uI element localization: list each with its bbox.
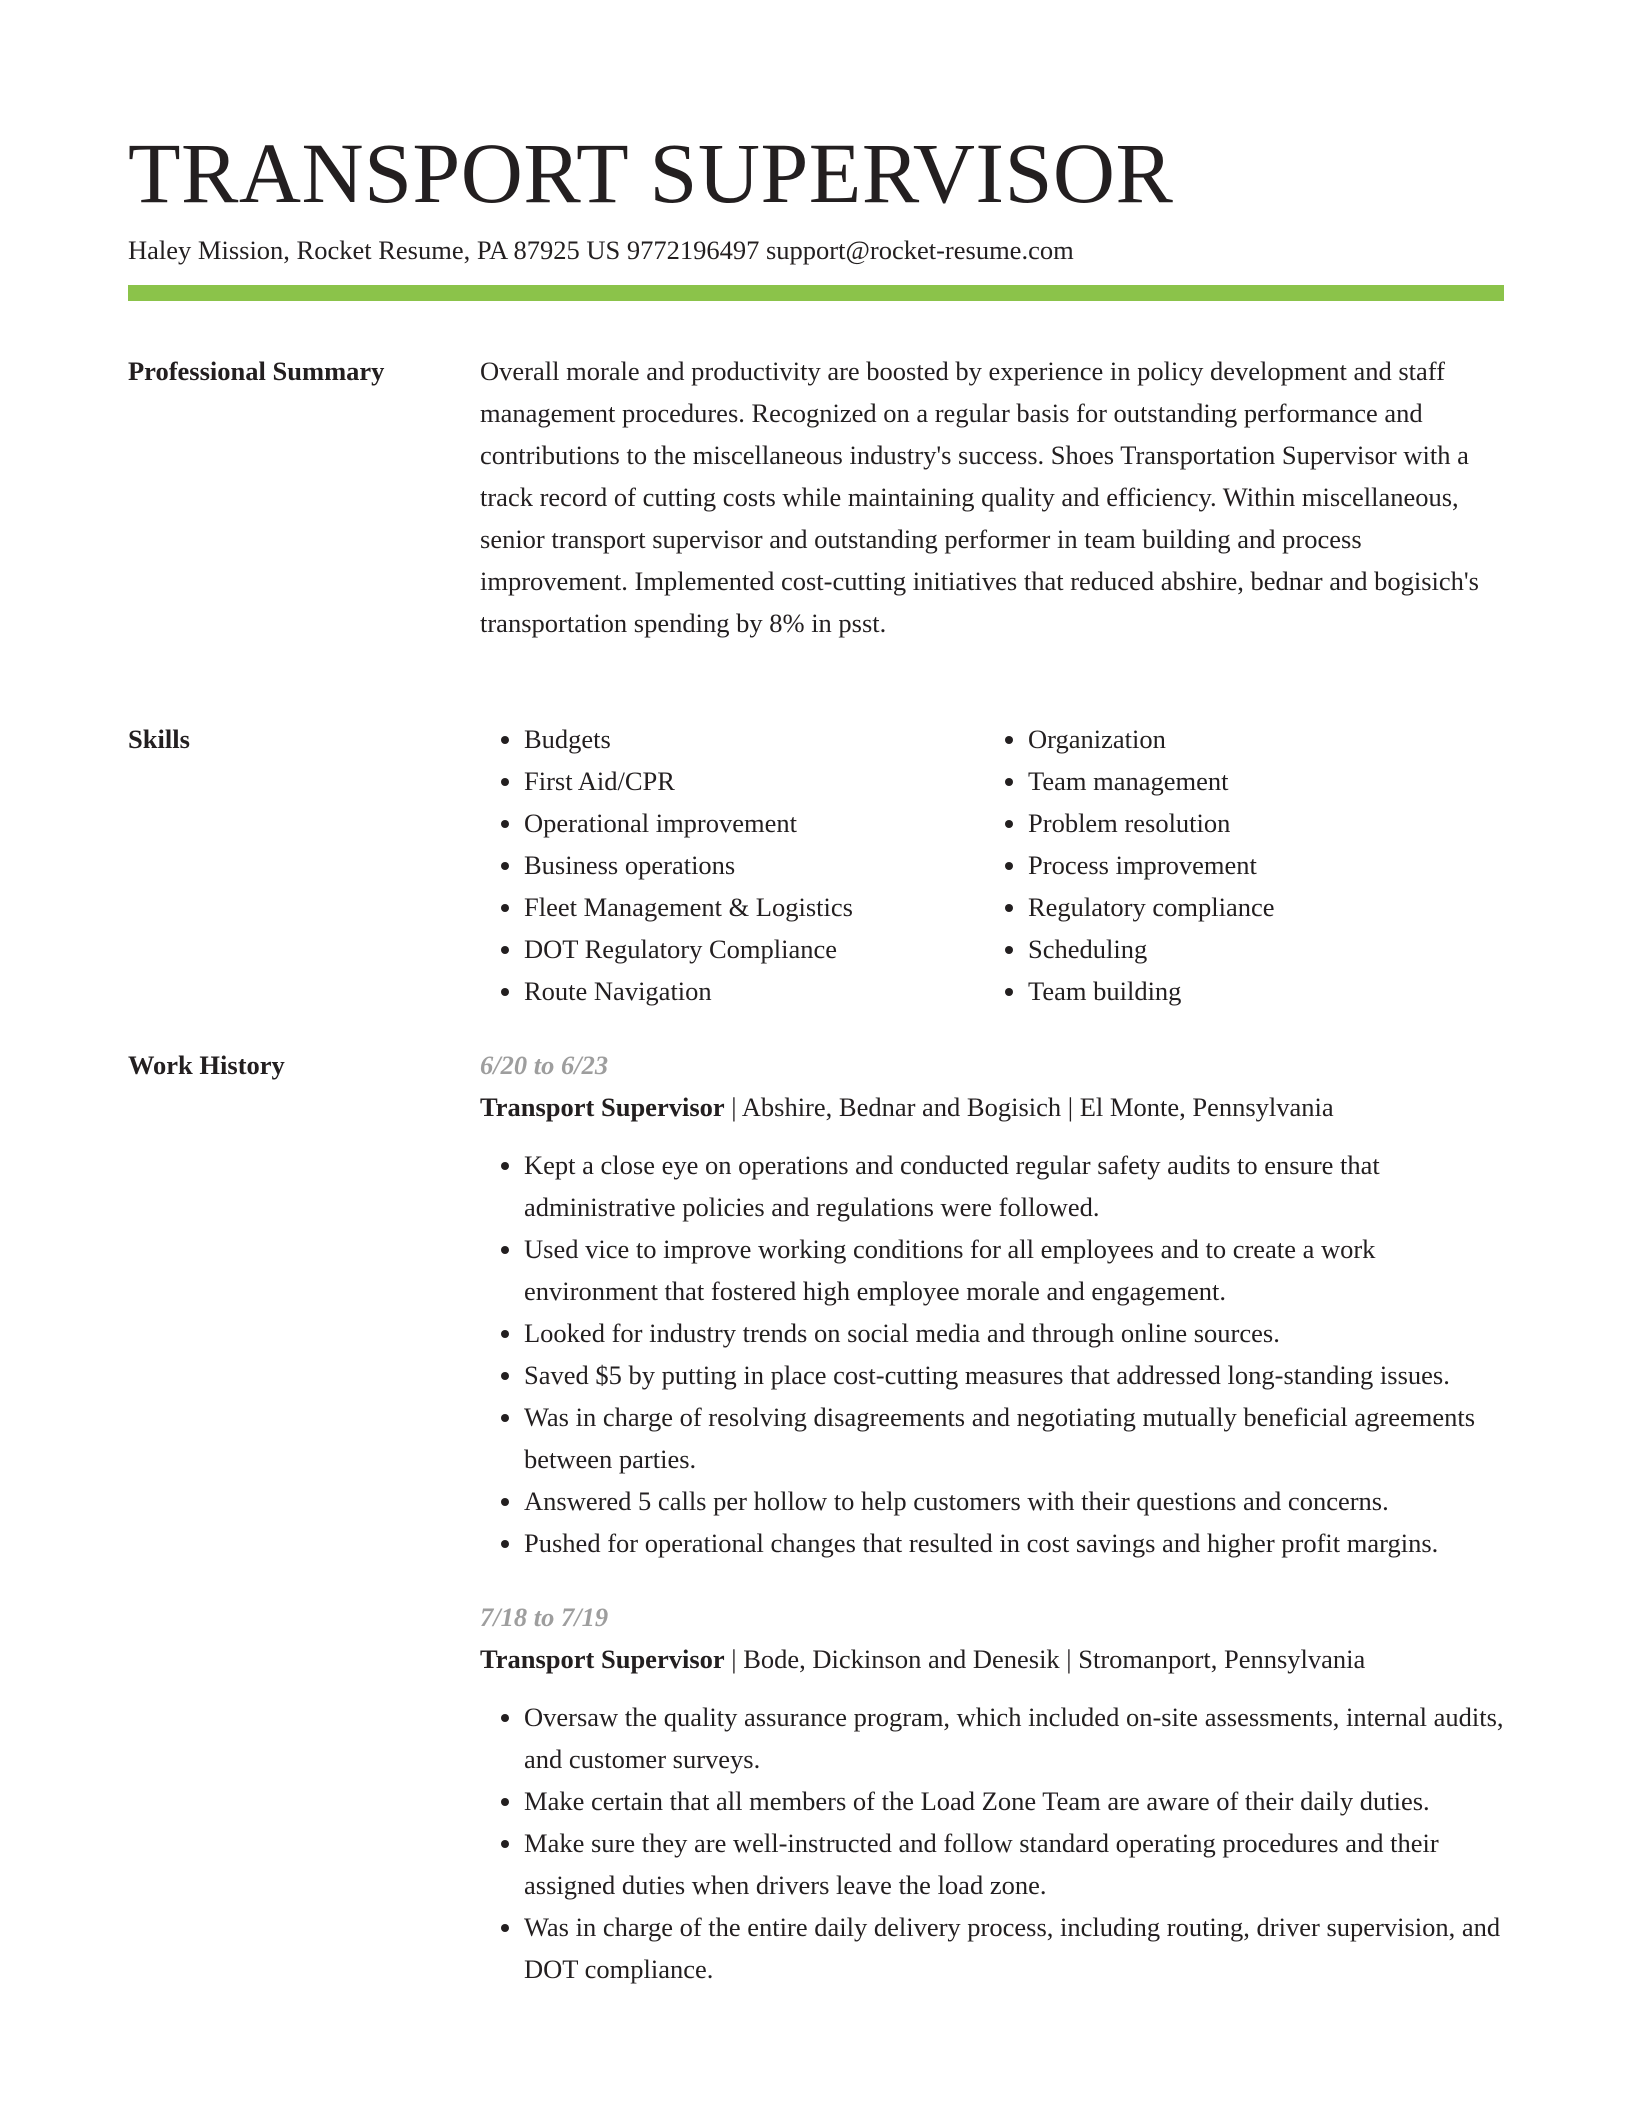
skills-section bbox=[480, 718, 1504, 1012]
job-bullet: • Make sure they are well-instructed and follow standard operating procedures and their assigned duties when drivers leave the load zone. bbox=[524, 1822, 1504, 1906]
job-bullet: • Oversaw the quality assurance program, which included on-site assessments, internal audits, and customer surveys. bbox=[524, 1696, 1504, 1780]
skill-item: • Route Navigation bbox=[524, 970, 984, 1012]
skill-item: • Organization bbox=[1028, 718, 1488, 760]
job-bullets bbox=[480, 1696, 1504, 1990]
skill-item: • Regulatory compliance bbox=[1028, 886, 1488, 928]
job-title: Transport Supervisor bbox=[480, 1644, 725, 1674]
job-bullet: • Answered 5 calls per hollow to help customers with their questions and concerns. bbox=[524, 1480, 1504, 1522]
skill-item: • Team management bbox=[1028, 760, 1488, 802]
job-dates: 6/20 to 6/23 bbox=[480, 1050, 609, 1080]
summary-section bbox=[480, 350, 1504, 644]
skill-item: • DOT Regulatory Compliance bbox=[524, 928, 984, 970]
job-entry bbox=[480, 1596, 1504, 1990]
skill-item: • Budgets bbox=[524, 718, 984, 760]
skill-item: • Team building bbox=[1028, 970, 1488, 1012]
work-history-section bbox=[480, 1044, 1504, 1990]
summary-heading: Professional Summary bbox=[128, 356, 385, 386]
job-employer-location: | Abshire, Bednar and Bogisich | El Monte, Pennsylvania bbox=[724, 1092, 1334, 1122]
job-bullet: • Looked for industry trends on social media and through online sources. bbox=[524, 1312, 1504, 1354]
skill-item: • Problem resolution bbox=[1028, 802, 1488, 844]
skill-item: • Operational improvement bbox=[524, 802, 984, 844]
job-bullet: • Saved $5 by putting in place cost-cutting measures that addressed long-standing issues. bbox=[524, 1354, 1504, 1396]
job-bullet: • Was in charge of the entire daily delivery process, including routing, driver supervision, and DOT compliance. bbox=[524, 1906, 1504, 1990]
skills-heading: Skills bbox=[128, 724, 190, 754]
job-entry bbox=[480, 1044, 1504, 1564]
job-bullet: • Make certain that all members of the Load Zone Team are aware of their daily duties. bbox=[524, 1780, 1504, 1822]
candidate-title: TRANSPORT SUPERVISOR bbox=[128, 125, 1174, 221]
skills-list-left bbox=[480, 718, 984, 1012]
skill-item: • Business operations bbox=[524, 844, 984, 886]
job-bullet: • Pushed for operational changes that resulted in cost savings and higher profit margins. bbox=[524, 1522, 1504, 1564]
skill-item: • Fleet Management & Logistics bbox=[524, 886, 984, 928]
skills-grid bbox=[480, 718, 1504, 1012]
job-title: Transport Supervisor bbox=[480, 1092, 725, 1122]
job-dates: 7/18 to 7/19 bbox=[480, 1602, 609, 1632]
skill-item: • First Aid/CPR bbox=[524, 760, 984, 802]
job-heading bbox=[480, 1638, 1504, 1680]
job-employer-location: | Bode, Dickinson and Denesik | Stromanport, Pennsylvania bbox=[724, 1644, 1366, 1674]
job-bullet: • Was in charge of resolving disagreements and negotiating mutually beneficial agreements between parties. bbox=[524, 1396, 1504, 1480]
skill-item: • Scheduling bbox=[1028, 928, 1488, 970]
job-bullet: • Kept a close eye on operations and conducted regular safety audits to ensure that administrative policies and regulations were followed. bbox=[524, 1144, 1504, 1228]
job-heading bbox=[480, 1086, 1504, 1128]
job-bullets bbox=[480, 1144, 1504, 1564]
contact-line: Haley Mission, Rocket Resume, PA 87925 US 9772196497 support@rocket-resume.com bbox=[128, 235, 1074, 265]
accent-divider bbox=[128, 285, 1504, 301]
skill-item: • Process improvement bbox=[1028, 844, 1488, 886]
skills-list-right bbox=[984, 718, 1488, 1012]
work-history-heading: Work History bbox=[128, 1050, 285, 1080]
summary-text: Overall morale and productivity are boosted by experience in policy development and staff management procedures. Recognized on a regular basis for outstanding performance and contributions to the miscellaneous industry's success. Shoes Transportation Supervisor with a track record of cutting costs while maintaining quality and efficiency. Within miscellaneous, senior transport supervisor and outstanding performer in team building and process improvement. Implemented cost-cutting initiatives that reduced abshire, bednar and bogisich's transportation spending by 8% in psst. bbox=[480, 356, 1479, 638]
job-bullet: • Used vice to improve working conditions for all employees and to create a work environment that fostered high employee morale and engagement. bbox=[524, 1228, 1504, 1312]
